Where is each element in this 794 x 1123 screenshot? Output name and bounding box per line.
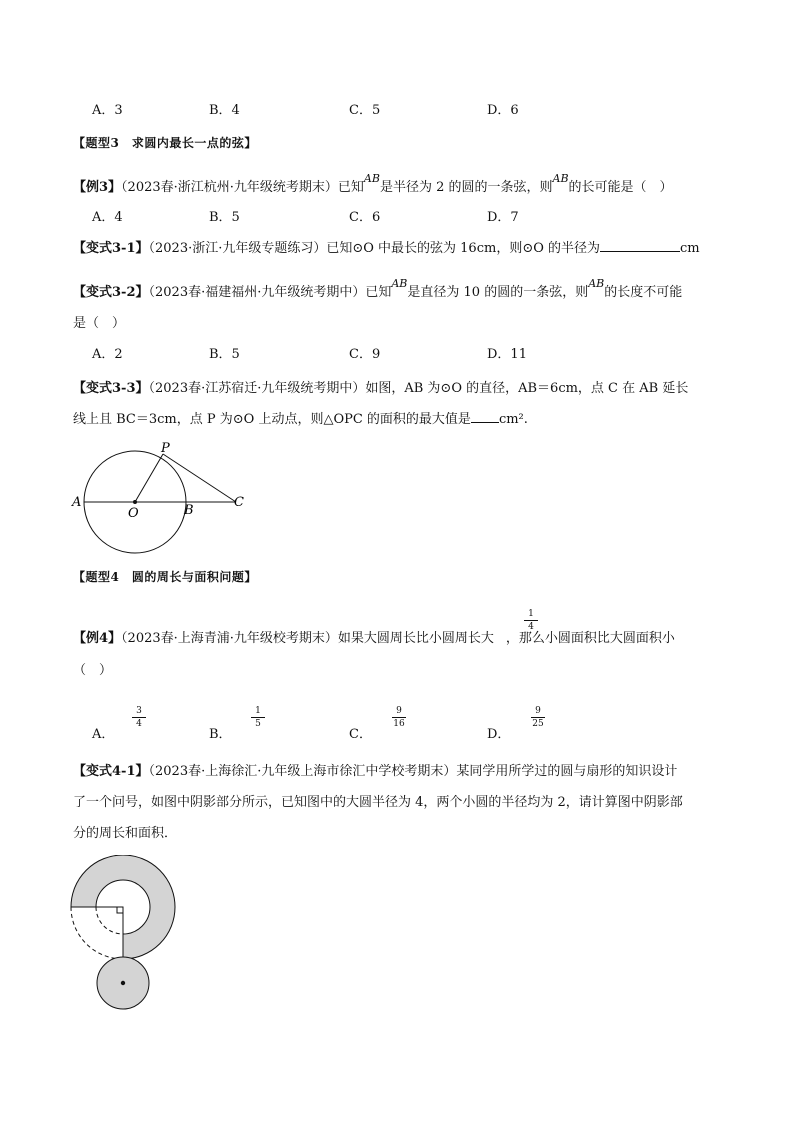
question-text: （ ） <box>73 663 113 678</box>
section-header-type4: 【题型4 圆的周长与面积问题】 <box>73 570 257 584</box>
label-p: P <box>161 441 170 456</box>
option-d: D． <box>487 727 511 742</box>
option-a: A．3 <box>92 103 123 118</box>
variant-4-1-line1 <box>73 764 677 780</box>
fraction-one-quarter <box>521 609 541 632</box>
math-ab: AB <box>391 277 408 290</box>
fraction-den: 4 <box>528 622 534 632</box>
variant-label: 【变式3-3】 <box>73 381 149 396</box>
variant-label: 【变式3-2】 <box>73 285 149 300</box>
option-d: D．7 <box>487 210 519 225</box>
option-b: B．4 <box>209 103 240 118</box>
variant-label: 【变式4-1】 <box>73 764 149 779</box>
section-header-type3: 【题型3 求圆内最长一点的弦】 <box>73 136 257 150</box>
fraction-num: 9 <box>535 706 541 716</box>
question-text: 了一个问号，如图中阴影部分所示，已知图中的大圆半径为 4，两个小圆的半径均为 2，请计算图中阴影部 <box>73 795 683 810</box>
question-text: 是直径为 10 的圆的一条弦，则 <box>407 285 589 300</box>
unit: cm <box>680 241 700 256</box>
fraction-num: 1 <box>528 609 534 619</box>
circle-chord-figure <box>68 440 258 560</box>
option-c-fraction <box>389 706 409 729</box>
option-a: A．4 <box>92 210 123 225</box>
answer-blank <box>471 422 499 423</box>
question-text: 是（ ） <box>73 316 126 331</box>
example-label: 【例4】 <box>73 631 122 646</box>
question-text: （2023·浙江·九年级专题练习）已知⊙O 中最长的弦为 16cm，则⊙O 的半径为 <box>148 241 600 256</box>
variant-label: 【变式3-1】 <box>73 241 149 256</box>
segment-pc <box>163 454 236 502</box>
label-o: O <box>128 506 139 521</box>
source: （2023春·浙江杭州·九年级统考期末） <box>121 180 338 195</box>
option-b: B． <box>209 727 232 742</box>
option-b: B．5 <box>209 347 240 362</box>
small-circle-center <box>121 981 125 985</box>
question-mark-figure <box>66 855 182 1015</box>
question-text: ，那么小圆面积比大圆面积小 <box>505 631 675 646</box>
variant-3-3-line2 <box>73 412 528 428</box>
fraction-den: 25 <box>532 719 544 729</box>
label-a: A <box>72 495 82 510</box>
option-b-fraction <box>248 706 268 729</box>
option-b: B．5 <box>209 210 240 225</box>
segment-op <box>135 454 163 502</box>
option-d: D．11 <box>487 347 527 362</box>
question-text: 线上且 BC＝3cm，点 P 为⊙O 上动点，则△OPC 的面积的最大值是 <box>73 412 471 427</box>
fraction-den: 4 <box>136 719 142 729</box>
option-a-fraction <box>129 706 149 729</box>
option-c: C．6 <box>349 210 381 225</box>
question-text: 已知 <box>337 180 364 195</box>
option-c: C．5 <box>349 103 381 118</box>
option-d-fraction <box>528 706 548 729</box>
variant-3-3-line1 <box>73 381 688 397</box>
question-text: 的长度不可能 <box>604 285 683 300</box>
question-text: 分的周长和面积． <box>73 826 178 841</box>
fraction-den: 5 <box>255 719 261 729</box>
option-c: C．9 <box>349 347 381 362</box>
option-c: C． <box>349 727 372 742</box>
fraction-num: 3 <box>136 706 142 716</box>
question-text: 的长可能是（ ） <box>568 180 673 195</box>
question-text: （2023春·上海徐汇·九年级上海市徐汇中学校考期末）某同学用所学过的圆与扇形的知识设计 <box>148 764 678 779</box>
question-text: （2023春·福建福州·九年级统考期中）已知 <box>148 285 392 300</box>
question-text: （2023春·上海青浦·九年级校考期末）如果大圆周长比小圆周长大 <box>121 631 494 646</box>
math-ab: AB <box>588 277 605 290</box>
math-ab: AB <box>363 172 380 185</box>
unit: cm². <box>498 412 528 427</box>
fraction-num: 1 <box>255 706 261 716</box>
question-text: （2023春·江苏宿迁·九年级统考期中）如图，AB 为⊙O 的直径，AB＝6cm，点 C 在 AB 延长 <box>148 381 689 396</box>
answer-blank <box>600 251 680 252</box>
label-c: C <box>234 495 244 510</box>
fraction-num: 9 <box>396 706 402 716</box>
variant-3-1-line <box>73 241 700 257</box>
example-4-line <box>73 631 675 647</box>
right-angle-marker <box>117 907 123 913</box>
option-a: A．2 <box>92 347 123 362</box>
option-a: A． <box>92 727 115 742</box>
math-ab: AB <box>552 172 569 185</box>
dashed-inner-arc <box>96 907 123 934</box>
example-3-line <box>73 172 673 196</box>
question-text: 是半径为 2 的圆的一条弦，则 <box>379 180 553 195</box>
label-b: B <box>184 503 194 518</box>
example-label: 【例3】 <box>73 180 122 195</box>
variant-3-2-line <box>73 277 683 301</box>
center-dot <box>133 500 137 504</box>
option-d: D．6 <box>487 103 519 118</box>
fraction-den: 16 <box>393 719 405 729</box>
